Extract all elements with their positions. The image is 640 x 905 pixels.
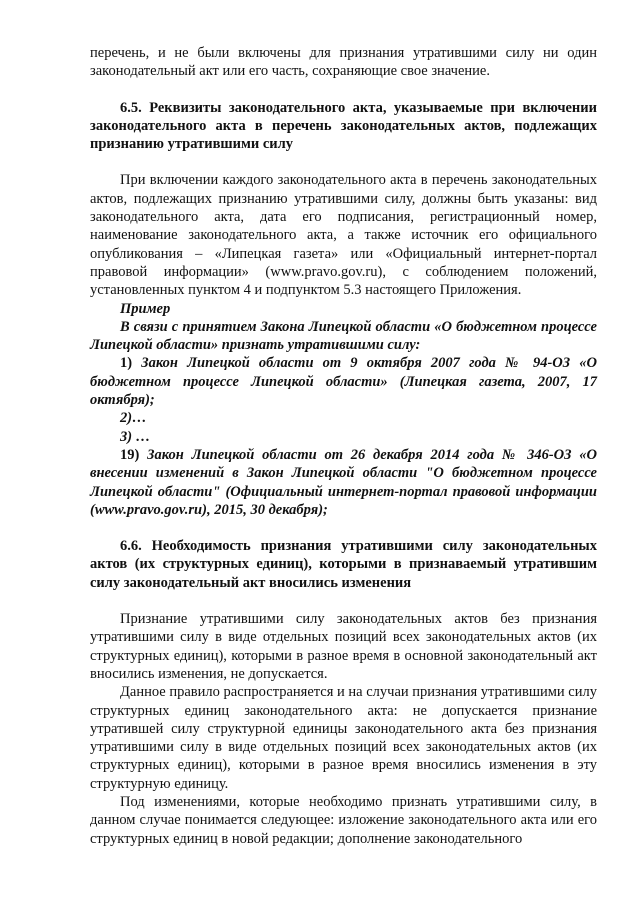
example-item-1-number: 1) [120, 355, 133, 372]
paragraph-repeal-rule: Признание утратившими силу законодательных актов без признания утратившими силу в виде отдельных позиций всех законодательных актов (их структурных единиц), которыми в разное время в основной законодательный акт вносились изменения, не допускается. [90, 611, 597, 682]
paragraph-continuation: перечень, и не были включены для признания утратившими силу ни один законодательный акт или его часть, сохраняющие свое значение. [90, 45, 597, 80]
paragraph-changes-definition: Под изменениями, которые необходимо признать утратившими силу, в данном случае понимается следующее: изложение законодательного акта или его структурных единиц в новой редакции; дополнение законодательного [90, 793, 597, 847]
example-item-1-text: Закон Липецкой области от 9 октября 2007 года № 94-ОЗ «О бюджетном процессе Липецкой области» (Липецкая газета, 2007, 17 октября); [90, 355, 598, 409]
paragraph-structural-units: Данное правило распространяется и на случаи признания утратившими силу структурных единиц законодательного акта: не допускается признание утратившей силу структурной единицы законодательного акта без признания утратившими силу в виде отдельных позиций всех законодательных актов (их структурных единиц), которыми в разное время вносились изменения в эту структурную единицу. [90, 684, 597, 792]
example-item-3: 3) … [120, 428, 151, 445]
example-item-19 [90, 446, 597, 519]
example-item-2: 2)… [120, 410, 147, 427]
example-item-1 [90, 354, 597, 409]
paragraph-requisites: При включении каждого законодательного акта в перечень законодательных актов, подлежащих признанию утратившими силу, должны быть указаны: вид законодательного акта, дата его подписания, регистрационный номер, наименование законодательного акта, а также источник его официального опубликования – «Липецкая газета» или «Официальный интернет-портал правовой информации» (www.pravo.gov.ru), с соблюдением положений, установленных пунктом 4 и подпунктом 5.3 настоящего Приложения. [90, 172, 597, 299]
example-intro: В связи с принятием Закона Липецкой области «О бюджетном процессе Липецкой области» признать утратившими силу: [90, 318, 597, 354]
document-page [90, 44, 597, 848]
example-item-19-number: 19) [120, 446, 140, 463]
section-heading-6-5: 6.5. Реквизиты законодательного акта, указываемые при включении законодательного акта в перечень законодательных актов, подлежащих признанию утратившими силу [90, 99, 597, 153]
example-item-19-text: Закон Липецкой области от 26 декабря 2014 года № 346-ОЗ «О внесении изменений в Закон Липецкой области "О бюджетном процессе Липецкой области" (Официальный интернет-портал правовой информации (www.pravo.gov.ru), 2015, 30 декабря); [90, 446, 598, 518]
section-heading-6-6: 6.6. Необходимость признания утратившими силу законодательных актов (их структурных единиц), которыми в признаваемый утратившим силу законодательный акт вносились изменения [90, 538, 597, 591]
example-label: Пример [120, 300, 171, 317]
